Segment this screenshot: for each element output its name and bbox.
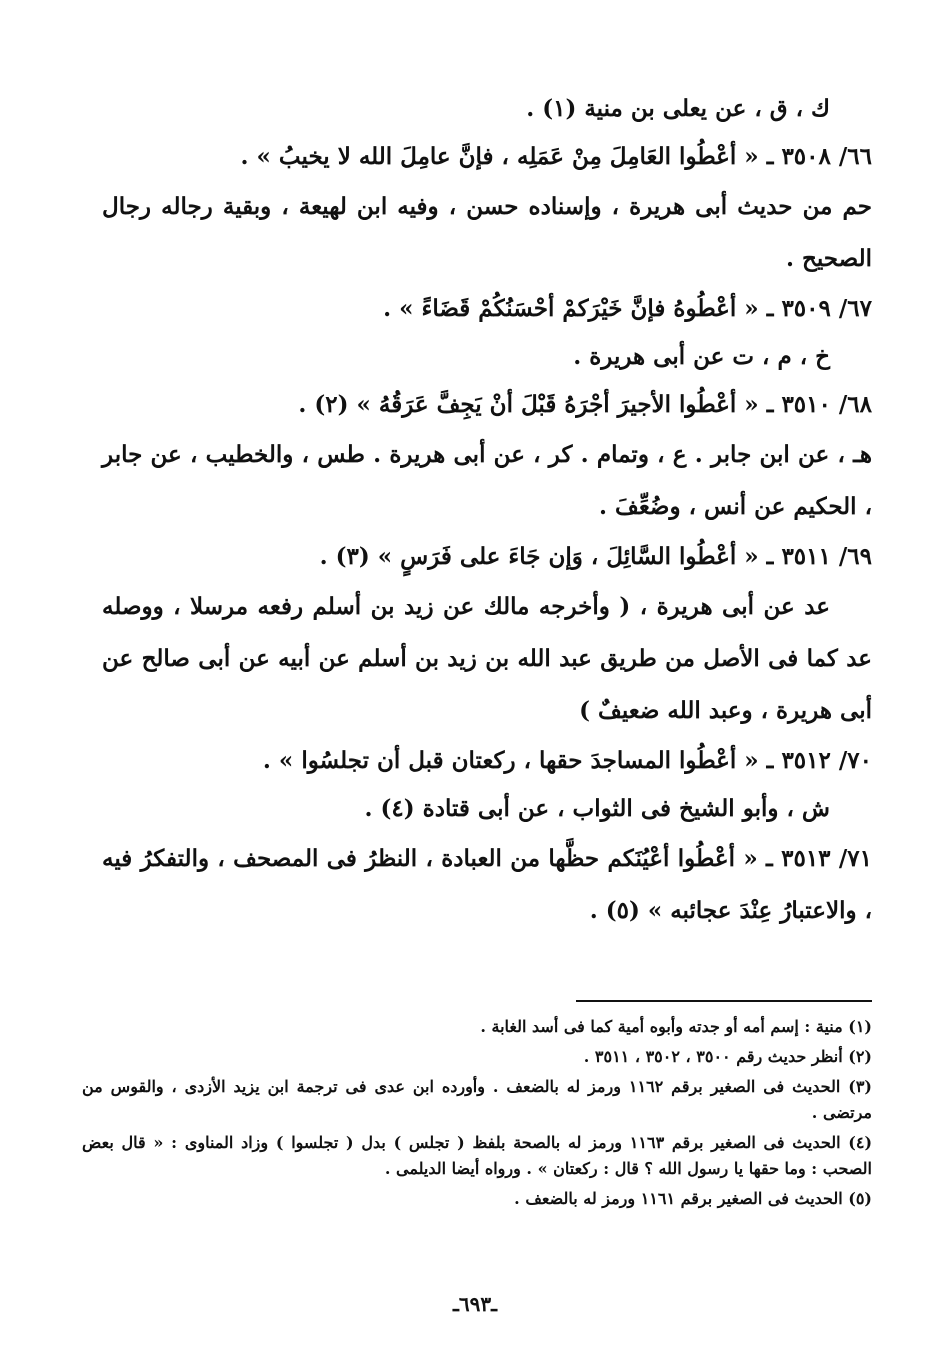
page-number: ـ٦٩٣ـ	[453, 1292, 497, 1316]
footnote-4: (٤) الحديث فى الصغير برقم ١١٦٣ ورمز له بالصحة بلفظ ( تجلس ) بدل ( تجلسوا ) وزاد المناوى : « قال بعض الصحب : وما حقها يا رسول الله ؟ قال : ركعتان » . ورواه أيضا الديلمى .	[82, 1133, 873, 1178]
source-line: خ ، م ، ت عن أبى هريرة .	[573, 343, 830, 370]
hadith-entry-3512: ٧٠/ ٣٥١٢ ـ « أعْطُوا المساجدَ حقها ، ركعتان قبل أن تجلسُوا » .	[262, 747, 872, 774]
footnote-1: (١) منية : إسم أمه أو جدته وأبوه أمية كما فى أسد الغابة .	[480, 1017, 872, 1036]
footnote-3: (٣) الحديث فى الصغير برقم ١١٦٢ ورمز له بالضعف . وأورده ابن عدى فى ترجمة ابن يزيد الأزدى ، والقوس من مرتضى .	[82, 1077, 872, 1122]
source-line: عد عن أبى هريرة ، ( وأخرجه مالك عن زيد بن أسلم رفعه مرسلا ، ووصله عد كما فى الأصل من طريق عبد الله بن زيد بن أسلم عن أبيه عن أبى صالح عن أبى هريرة ، وعبد الله ضعيفٌ )	[102, 593, 872, 724]
footnote-2: (٢) أنظر حديث رقم ٣٥٠٠ ، ٣٥٠٢ ، ٣٥١١ .	[583, 1047, 872, 1066]
hadith-entry-3510: ٦٨/ ٣٥١٠ ـ « أعْطُوا الأجيرَ أجْرَهُ قَبْلَ أنْ يَجِفَّ عَرَقُهُ » (٢) .	[298, 391, 872, 418]
source-line: هـ ، عن ابن جابر . ع ، وتمام . كر ، عن أبى هريرة . طس ، والخطيب ، عن جابر ، الحكيم عن أنس ، وضُعِّفَ .	[102, 441, 872, 520]
footnote-separator	[576, 1000, 872, 1002]
source-line: حم من حديث أبى هريرة ، وإسناده حسن ، وفيه ابن لهيعة ، وبقية رجاله رجال الصحيح .	[102, 193, 872, 272]
footnotes-block	[82, 1014, 872, 1216]
source-line: ش ، وأبو الشيخ فى الثواب ، عن أبى قتادة (٤) .	[364, 795, 830, 822]
hadith-entry-3508: ٦٦/ ٣٥٠٨ ـ « أعْطُوا العَامِلَ مِنْ عَمَلِه ، فإنَّ عامِلَ الله لا يخيبُ » .	[240, 143, 872, 170]
hadith-entry-3513: ٧١/ ٣٥١٣ ـ « أعْطُوا أعْيُنَكم حظَّها من العبادة ، النظرُ فى المصحف ، والتفكرُ فيه ، والاعتبارُ عِنْدَ عجائبه » (٥) .	[102, 845, 872, 924]
main-text-block	[102, 85, 872, 937]
source-line: ك ، ق ، عن يعلى بن منية (١) .	[526, 95, 830, 122]
hadith-entry-3509: ٦٧/ ٣٥٠٩ ـ « أعْطُوهُ فإنَّ خَيْرَكمْ أحْسَنُكُمْ قَضَاءً » .	[383, 295, 872, 322]
hadith-entry-3511: ٦٩/ ٣٥١١ ـ « أعْطُوا السَّائِلَ ، وَإن جَاءَ على فَرَسٍ » (٣) .	[319, 543, 872, 570]
footnote-5: (٥) الحديث فى الصغير برقم ١١٦١ ورمز له بالضعف .	[514, 1189, 872, 1208]
